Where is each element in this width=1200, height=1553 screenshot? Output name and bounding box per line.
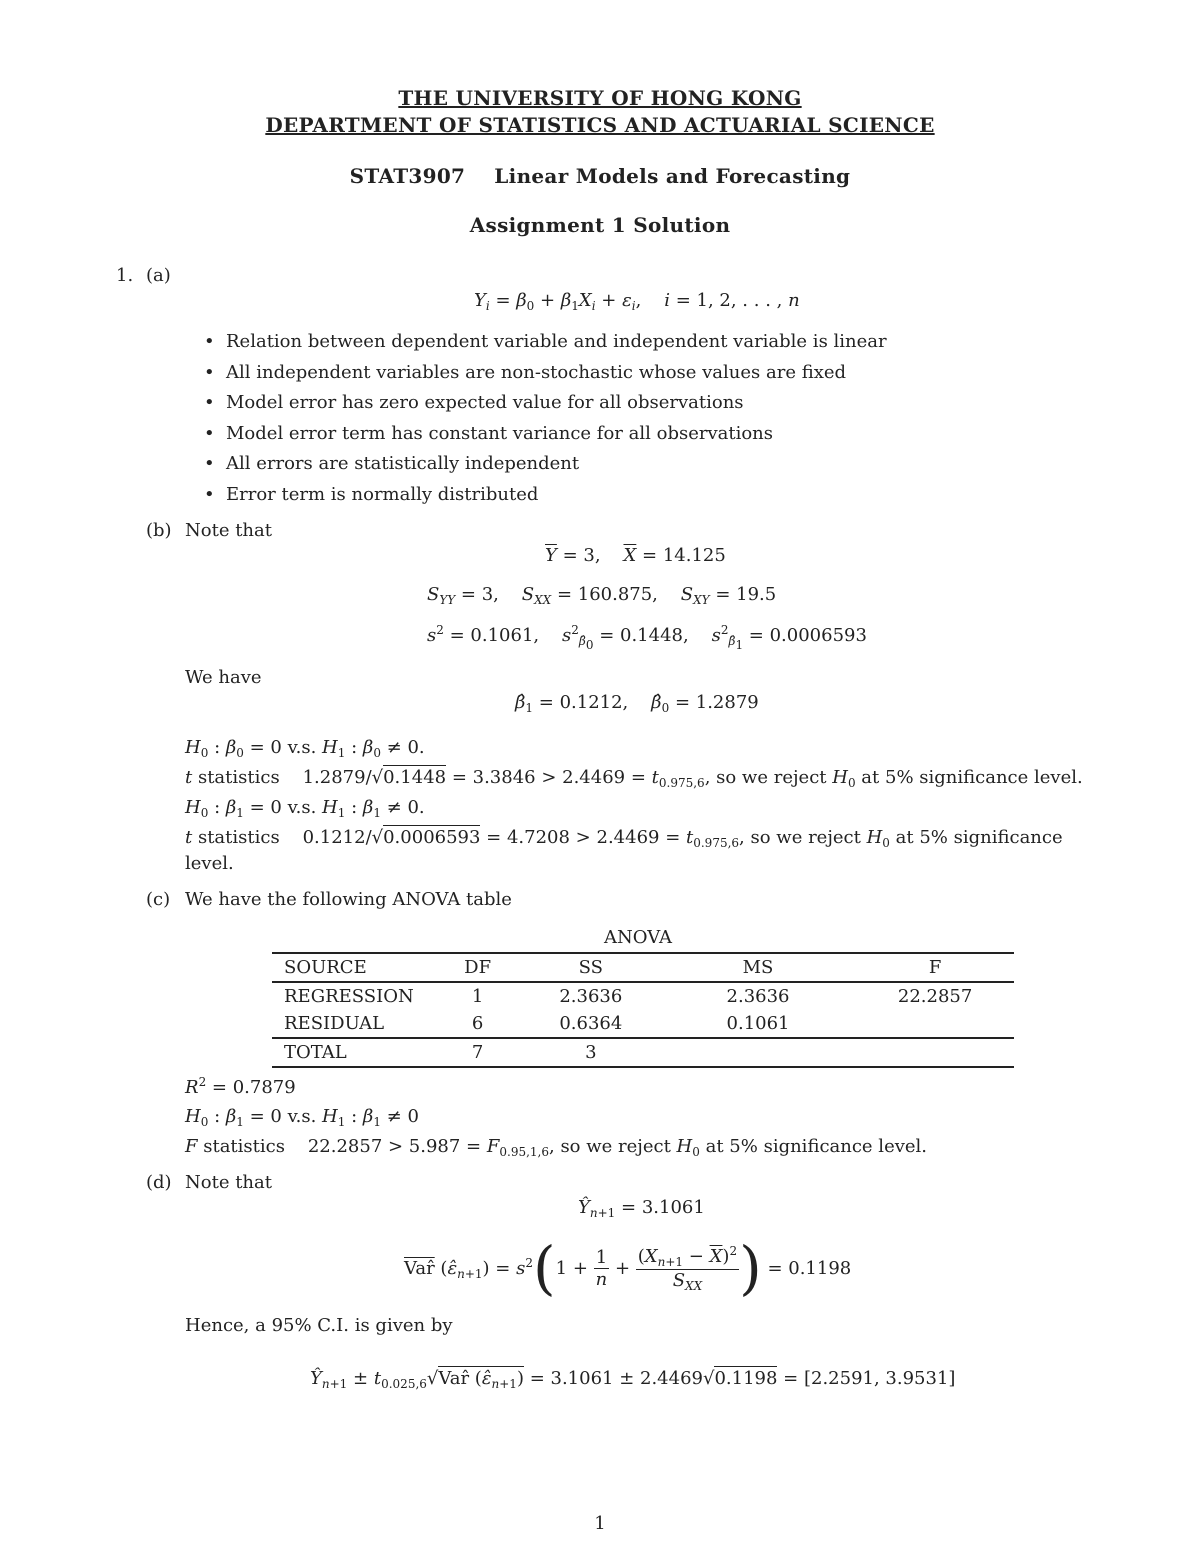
note-that-text-d: Note that xyxy=(185,1172,272,1193)
table-cell: RESIDUAL xyxy=(284,1013,385,1034)
university-title: THE UNIVERSITY OF HONG KONG xyxy=(398,86,802,110)
part-c-label: (c) xyxy=(146,889,171,910)
table-row xyxy=(272,1038,1014,1067)
hence-text: Hence, a 95% C.I. is given by xyxy=(185,1315,453,1336)
assumption-item: • Relation between dependent variable and independent variable is linear xyxy=(226,331,887,352)
anova-caption: ANOVA xyxy=(604,927,672,948)
column-header: SS xyxy=(578,957,603,978)
table-cell xyxy=(660,1038,856,1067)
assumption-item: • All independent variables are non-stochastic whose values are fixed xyxy=(226,362,846,383)
t-test-beta1: t statistics $0.1212/√0.0006593 = 4.7208 > 2.4469 = t_{0.975,6}$, so we reject $H_0$ at 5% significance xyxy=(185,827,1063,850)
question-number: 1. xyxy=(116,265,134,286)
r-squared: $R^2 = 0.7879$ xyxy=(185,1075,296,1098)
column-header: DF xyxy=(464,957,492,978)
column-header: SOURCE xyxy=(284,957,367,978)
coefficient-estimates: $\betâ_1 = 0.1212$, $\betâ_0 = 1.2879$ xyxy=(515,692,759,715)
table-cell: 3 xyxy=(585,1042,597,1063)
part-a-label: (a) xyxy=(146,265,171,286)
table-row xyxy=(272,1010,1014,1038)
we-have-text: We have xyxy=(185,667,262,688)
table-cell xyxy=(856,1010,1014,1038)
anova-table xyxy=(272,952,1014,1068)
variance-estimates-equation: $s^2 = 0.1061$, $s^2_{\betâ_0} = 0.1448$, $s^2_{\betâ_1} = 0.0006593$ xyxy=(427,623,867,652)
prediction-equation: $Ŷ_{n+1} = 3.1061$ xyxy=(578,1197,705,1220)
level-text: level. xyxy=(185,853,234,874)
table-cell: 1 xyxy=(471,986,484,1007)
assignment-title: Assignment 1 Solution xyxy=(469,213,731,237)
table-cell: 22.2857 xyxy=(897,986,973,1007)
table-cell: 7 xyxy=(471,1042,484,1063)
department-title: DEPARTMENT OF STATISTICS AND ACTUARIAL SCIENCE xyxy=(265,113,935,137)
table-cell: REGRESSION xyxy=(284,986,414,1007)
note-that-text: Note that xyxy=(185,520,272,541)
column-header: MS xyxy=(742,957,774,978)
t-test-beta0: t statistics $1.2879/√0.1448 = 3.3846 > 2.4469 = t_{0.975,6}$, so we reject $H_0$ at 5% significance level. xyxy=(185,767,1083,790)
course-title: STAT3907 Linear Models and Forecasting xyxy=(349,164,851,188)
assumption-item: • Model error term has constant variance for all observations xyxy=(226,423,773,444)
column-header: F xyxy=(928,957,942,978)
forecast-variance-equation: $\overline{Var}̂$ $(\varepsilon̂_{n+1}) = s^2$ ( 1 + $\frac{1}{n}$ + $\frac{(X_{n+1} - \overline{X})^2}{S_{XX}}$ ) = 0.1198 xyxy=(404,1234,852,1302)
anova-intro-text: We have the following ANOVA table xyxy=(185,889,512,910)
confidence-interval-equation: $Ŷ_{n+1}$ ± $t_{0.025,6}√Var̂$ $(\varepsilon̂_{n+1}) = 3.1061 \pm 2.4469√0.1198 = [2.2591$, 3.9531] xyxy=(310,1368,956,1391)
table-cell xyxy=(856,1038,1014,1067)
assumption-item: • Model error has zero expected value for all observations xyxy=(226,392,744,413)
part-d-label: (d) xyxy=(146,1172,172,1193)
assumption-item: • All errors are statistically independent xyxy=(226,453,579,474)
table-cell: 0.6364 xyxy=(559,1013,623,1034)
table-cell: TOTAL xyxy=(284,1042,347,1063)
table-cell: 6 xyxy=(471,1013,484,1034)
table-row xyxy=(272,982,1014,1010)
means-equation: $\overline{Y} = 3$, $\overline{X} = 14.125$ xyxy=(545,545,726,566)
assumption-item: • Error term is normally distributed xyxy=(226,484,538,505)
model-equation: $Y_i = \beta_0 + \beta_1X_i + \varepsilon_i$, i = 1, 2, . . . , n xyxy=(474,290,800,313)
f-test: F statistics $22.2857 > 5.987 = F_{0.95,1,6}$, so we reject $H_0$ at 5% significance level. xyxy=(185,1136,928,1159)
table-cell: 2.3636 xyxy=(559,986,623,1007)
table-header-row xyxy=(272,953,1014,982)
table-cell: 2.3636 xyxy=(726,986,790,1007)
f-hypothesis: $H_0$ : $\beta_1 = 0$ v.s. $H_1$ : $\beta_1 \ne 0$ xyxy=(185,1106,419,1129)
table-cell: 0.1061 xyxy=(726,1013,790,1034)
sums-of-squares-equation: $S_{YY} = 3$, $S_{XX} = 160.875$, $S_{XY} = 19.5$ xyxy=(427,584,777,607)
part-b-label: (b) xyxy=(146,520,172,541)
page-number: 1 xyxy=(594,1513,606,1534)
hypothesis-beta0: $H_0$ : $\beta_0 = 0$ v.s. $H_1$ : $\beta_0 \ne 0$. xyxy=(185,737,425,760)
hypothesis-beta1: $H_0$ : $\beta_1 = 0$ v.s. $H_1$ : $\beta_1 \ne 0$. xyxy=(185,797,425,820)
